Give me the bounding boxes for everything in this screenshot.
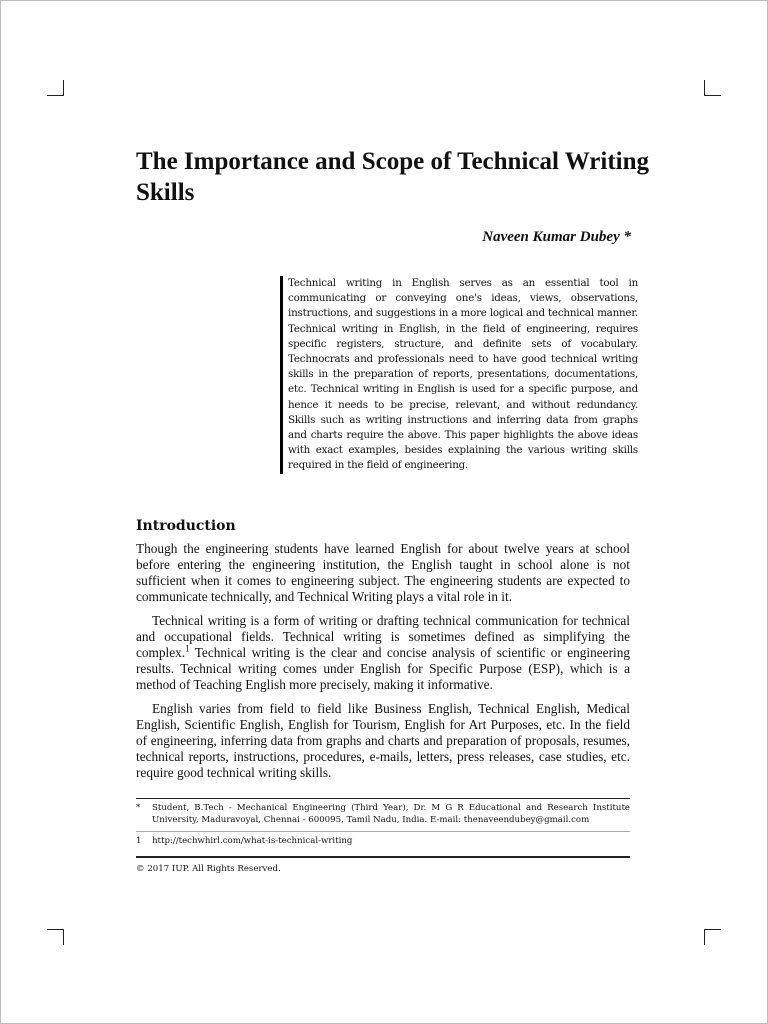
crop-mark-top-left xyxy=(63,80,64,96)
footnote-divider xyxy=(136,798,630,799)
footnote-text: http://techwhirl.com/what-is-technical-writing xyxy=(152,836,353,846)
crop-mark-top-right xyxy=(704,95,721,96)
crop-mark-bottom-right xyxy=(704,929,721,930)
paragraph-2-part-b: Technical writing is the clear and concise analysis of scientific or engineering results. Technical writing comes under English for Specific Purpose (ESP), which is a method of Teaching English more precisely, making it informative. xyxy=(136,645,630,692)
paragraph-2-part-a: Technical writing is a form of writing or drafting technical communication for technical and occupational fields. Technical writing is sometimes defined as simplifying the complex. xyxy=(136,613,630,660)
author-name: Naveen Kumar Dubey * xyxy=(482,229,631,245)
abstract-text: Technical writing in English serves as an essential tool in communicating or conveying one's ideas, views, observations, instructions, and suggestions in a more logical and technical manner. Technical writing in English, in the field of engineering, requires specific registers, structure, and definite sets of vocabulary. Technocrats and professionals need to have good technical writing skills in the preparation of reports, presentations, documentations, etc. Technical writing in English is used for a specific purpose, and hence it needs to be precise, relevant, and without redundancy. Skills such as writing instructions and inferring data from graphs and charts require the above. This paper highlights the above ideas with exact examples, besides explaining the various writing skills required in the field of engineering. xyxy=(288,277,638,472)
crop-mark-top-left xyxy=(47,95,64,96)
footnote-author xyxy=(136,802,630,826)
abstract-block xyxy=(280,276,638,474)
footnote-mark: * xyxy=(136,803,141,813)
crop-mark-bottom-left xyxy=(63,929,64,945)
section-heading-introduction: Introduction xyxy=(136,518,236,534)
footnote-text: Student, B.Tech - Mechanical Engineering (Third Year), Dr. M G R Educational and Research Institute University, Maduravoyal, Chennai - 600095, Tamil Nadu, India. E-mail: thenaveendubey@gmail.com xyxy=(152,803,630,825)
paragraph-1: Though the engineering students have learned English for about twelve years at school before entering the engineering institution, the English taught in school alone is not sufficient when it comes to engineering subject. The engineering students are expected to communicate technically, and Technical Writing plays a vital role in it. xyxy=(136,541,630,604)
footnote-reference: 1 xyxy=(185,643,190,654)
copyright-notice: © 2017 IUP. All Rights Reserved. xyxy=(136,864,281,874)
copyright-divider xyxy=(136,856,630,858)
crop-mark-top-right xyxy=(704,80,705,96)
paper-title: The Importance and Scope of Technical Writing Skills xyxy=(136,148,650,206)
footnote-reference-url xyxy=(136,835,630,847)
footnote-mark: 1 xyxy=(136,836,142,846)
body-text xyxy=(136,541,630,789)
footnote-divider xyxy=(136,831,630,832)
paragraph-2 xyxy=(136,613,630,693)
crop-mark-bottom-left xyxy=(47,929,64,930)
crop-mark-bottom-right xyxy=(704,929,705,945)
paragraph-3: English varies from field to field like Business English, Technical English, Medical English, Scientific English, English for Tourism, English for Art Purposes, etc. In the field of engineering, inferring data from graphs and charts and preparation of proposals, resumes, technical reports, instructions, procedures, e-mails, letters, press releases, case studies, etc. require good technical writing skills. xyxy=(136,701,630,780)
